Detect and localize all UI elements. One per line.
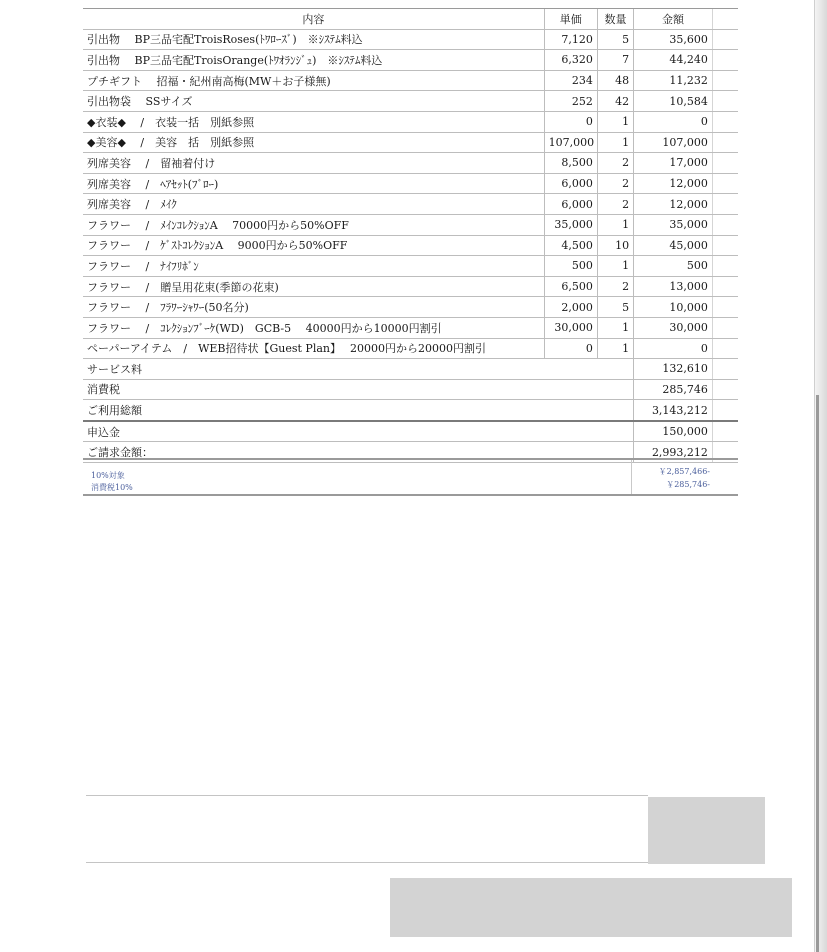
table-row	[83, 50, 738, 71]
row-gap	[712, 235, 738, 256]
header-gap	[712, 9, 738, 30]
item-unit-price: 0	[544, 338, 597, 359]
table-row	[83, 276, 738, 297]
row-gap	[712, 194, 738, 215]
row-gap	[712, 132, 738, 153]
table-row	[83, 29, 738, 50]
item-desc: ペーパーアイテム / WEB招待状【Guest Plan】 20000円から20000円割引	[83, 338, 544, 359]
item-unit-price: 35,000	[544, 214, 597, 235]
item-qty: 1	[597, 317, 633, 338]
item-unit-price: 252	[544, 91, 597, 112]
item-amount: 107,000	[634, 132, 713, 153]
signature-line-bottom	[86, 862, 648, 863]
redacted-stamp	[648, 797, 765, 864]
row-gap	[712, 256, 738, 277]
table-row	[83, 70, 738, 91]
table-row	[83, 256, 738, 277]
item-unit-price: 500	[544, 256, 597, 277]
item-desc: フラワー / ｹﾞｽﾄｺﾚｸｼｮﾝA 9000円から50%OFF	[83, 235, 544, 256]
item-qty: 2	[597, 276, 633, 297]
item-desc: フラワー / ﾒｲﾝｺﾚｸｼｮﾝA 70000円から50%OFF	[83, 214, 544, 235]
item-qty: 1	[597, 256, 633, 277]
item-unit-price: 6,000	[544, 173, 597, 194]
table-row	[83, 173, 738, 194]
row-gap	[712, 421, 738, 442]
item-unit-price: 234	[544, 70, 597, 91]
item-qty: 5	[597, 297, 633, 318]
row-gap	[712, 317, 738, 338]
row-gap	[712, 214, 738, 235]
signature-line-top	[86, 795, 648, 796]
row-gap	[712, 111, 738, 132]
tax-target-label: 10%対象	[91, 471, 125, 480]
item-qty: 1	[597, 111, 633, 132]
summary-label: 申込金	[83, 421, 634, 442]
row-gap	[712, 400, 738, 421]
item-qty: 1	[597, 338, 633, 359]
item-amount: 35,000	[634, 214, 713, 235]
item-desc: 列席美容 / 留袖着付け	[83, 153, 544, 174]
summary-amount: 150,000	[634, 421, 713, 442]
header-amount: 金額	[634, 9, 713, 30]
table-row	[83, 338, 738, 359]
summary-amount: 2,993,212	[634, 442, 713, 463]
tax-target-amount: ￥2,857,466-	[658, 467, 710, 476]
item-desc: フラワー / 贈呈用花束(季節の花束)	[83, 276, 544, 297]
table-row	[83, 235, 738, 256]
items-body	[83, 29, 738, 359]
item-desc: フラワー / ｺﾚｸｼｮﾝﾌﾞｰｹ(WD) GCB-5 40000円から10000円割引	[83, 317, 544, 338]
item-desc: 列席美容 / ﾍｱｾｯﾄ(ﾌﾞﾛｰ)	[83, 173, 544, 194]
table-row	[83, 317, 738, 338]
tax-rate-label: 消費税10%	[91, 483, 133, 492]
row-gap	[712, 359, 738, 380]
item-unit-price: 8,500	[544, 153, 597, 174]
tax-amount: ￥285,746-	[666, 480, 710, 489]
item-qty: 7	[597, 50, 633, 71]
summary-row	[83, 421, 738, 442]
item-unit-price: 0	[544, 111, 597, 132]
item-qty: 10	[597, 235, 633, 256]
header-unit: 単価	[544, 9, 597, 30]
row-gap	[712, 338, 738, 359]
row-gap	[712, 29, 738, 50]
invoice-table	[83, 8, 738, 463]
row-gap	[712, 50, 738, 71]
item-desc: ◆衣装◆ / 衣装一括 別紙参照	[83, 111, 544, 132]
header-qty: 数量	[597, 9, 633, 30]
summary-amount: 3,143,212	[634, 400, 713, 421]
table-row	[83, 132, 738, 153]
item-qty: 5	[597, 29, 633, 50]
summary-label: サービス料	[83, 359, 634, 380]
table-row	[83, 91, 738, 112]
row-gap	[712, 70, 738, 91]
row-gap	[712, 173, 738, 194]
summary-label: 消費税	[83, 379, 634, 400]
item-amount: 17,000	[634, 153, 713, 174]
item-amount: 10,000	[634, 297, 713, 318]
item-qty: 2	[597, 194, 633, 215]
item-amount: 0	[634, 111, 713, 132]
header-row	[83, 9, 738, 30]
tax-divider	[631, 460, 632, 494]
table-row	[83, 214, 738, 235]
item-unit-price: 7,120	[544, 29, 597, 50]
item-desc: フラワー / ﾅｲﾌﾘﾎﾞﾝ	[83, 256, 544, 277]
page-edge-shadow	[816, 395, 819, 952]
item-unit-price: 6,000	[544, 194, 597, 215]
item-unit-price: 4,500	[544, 235, 597, 256]
item-qty: 48	[597, 70, 633, 91]
row-gap	[712, 276, 738, 297]
summary-row	[83, 379, 738, 400]
summary-row	[83, 359, 738, 380]
item-qty: 1	[597, 132, 633, 153]
item-unit-price: 30,000	[544, 317, 597, 338]
table-row	[83, 111, 738, 132]
item-desc: ◆美容◆ / 美容 括 別紙参照	[83, 132, 544, 153]
item-unit-price: 6,500	[544, 276, 597, 297]
item-amount: 10,584	[634, 91, 713, 112]
summary-amount: 132,610	[634, 359, 713, 380]
summary-amount: 285,746	[634, 379, 713, 400]
item-amount: 12,000	[634, 173, 713, 194]
table-row	[83, 194, 738, 215]
item-qty: 2	[597, 173, 633, 194]
item-amount: 45,000	[634, 235, 713, 256]
item-desc: 引出物 BP三品宅配TroisRoses(ﾄﾜﾛｰｽﾞ) ※ｼｽﾃﾑ料込	[83, 29, 544, 50]
summary-body	[83, 359, 738, 463]
item-amount: 35,600	[634, 29, 713, 50]
tax-breakdown	[83, 458, 738, 496]
redacted-footer	[390, 878, 792, 937]
item-desc: 引出物袋 SSサイズ	[83, 91, 544, 112]
item-amount: 0	[634, 338, 713, 359]
item-unit-price: 2,000	[544, 297, 597, 318]
item-amount: 500	[634, 256, 713, 277]
item-qty: 1	[597, 214, 633, 235]
row-gap	[712, 91, 738, 112]
summary-row	[83, 400, 738, 421]
item-qty: 42	[597, 91, 633, 112]
item-amount: 12,000	[634, 194, 713, 215]
summary-label: ご請求金額：	[83, 442, 634, 463]
item-amount: 44,240	[634, 50, 713, 71]
item-desc: 列席美容 / ﾒｲｸ	[83, 194, 544, 215]
item-unit-price: 6,320	[544, 50, 597, 71]
item-desc: フラワー / ﾌﾗﾜｰｼｬﾜｰ(50名分)	[83, 297, 544, 318]
item-amount: 13,000	[634, 276, 713, 297]
item-unit-price: 107,000	[544, 132, 597, 153]
item-amount: 11,232	[634, 70, 713, 91]
header-desc: 内容	[83, 9, 544, 30]
row-gap	[712, 153, 738, 174]
item-desc: プチギフト 招福・紀州南高梅(MW＋お子様無)	[83, 70, 544, 91]
summary-label: ご利用総額	[83, 400, 634, 421]
item-qty: 2	[597, 153, 633, 174]
table-row	[83, 153, 738, 174]
item-amount: 30,000	[634, 317, 713, 338]
row-gap	[712, 297, 738, 318]
table-row	[83, 297, 738, 318]
item-desc: 引出物 BP三品宅配TroisOrange(ﾄﾜｵﾗﾝｼﾞｭ) ※ｼｽﾃﾑ料込	[83, 50, 544, 71]
row-gap	[712, 379, 738, 400]
